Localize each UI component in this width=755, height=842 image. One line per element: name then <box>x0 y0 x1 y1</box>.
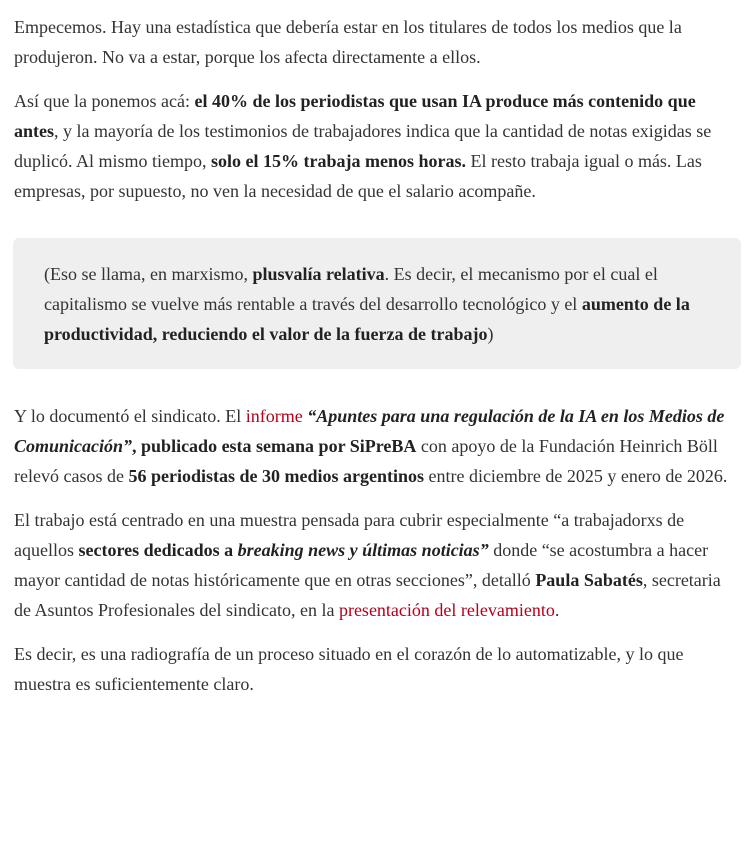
text-segment: . <box>554 600 560 620</box>
bold-plusvalia: plusvalía relativa <box>252 264 385 284</box>
bold-statistic-15: solo el 15% trabaja menos horas. <box>211 151 466 171</box>
text-segment: (Eso se llama, en marxismo, <box>44 264 253 284</box>
text-segment: Y lo documentó el sindicato. El <box>14 406 246 426</box>
italic-breaking-news: breaking news y últimas noticias” <box>237 540 489 560</box>
paragraph-intro-text: Empecemos. Hay una estadística que debería estar en los titulares de todos los medios que la produjeron. No va a estar, porque los afecta directamente a ellos. <box>14 17 682 67</box>
text-segment: entre diciembre de 2025 y enero de 2026. <box>423 466 728 486</box>
paragraph-report <box>14 401 741 491</box>
quote-text <box>44 259 711 349</box>
paragraph-conclusion-text: Es decir, es una radiografía de un proceso situado en el corazón de lo automatizable, y lo que muestra es suficientemente claro. <box>14 644 684 694</box>
text-segment: . Es decir, el mecanismo por el cual el capitalismo se vuelve más rentable a través del desarrollo tecnológico y el <box>44 264 658 314</box>
text-segment: ) <box>487 324 494 344</box>
paragraph-intro <box>14 0 741 72</box>
bold-person-name: Paula Sabatés <box>535 570 643 590</box>
informe-link[interactable]: informe <box>245 406 303 426</box>
bold-statistic-40: el 40% de los periodistas que usan IA produce más contenido que antes <box>14 91 696 141</box>
quote-box <box>13 238 741 369</box>
bold-sectores: sectores dedicados a <box>78 540 238 560</box>
text-segment: con apoyo de la Fundación Heinrich Böll relevó casos de <box>14 436 718 486</box>
text-segment: Así que la ponemos acá: <box>14 91 195 111</box>
bold-published-by: , publicado esta semana por SiPreBA <box>132 436 417 456</box>
text-segment: donde “se acostumbra a hacer mayor cantidad de notas históricamente que en otras secciones”, detalló <box>14 540 709 590</box>
text-segment: El resto trabaja igual o más. Las empresas, por supuesto, no ven la necesidad de que el salario acompañe. <box>14 151 702 201</box>
presentacion-link[interactable]: presentación del relevamiento <box>338 600 555 620</box>
paragraph-sample <box>14 505 741 625</box>
text-segment: , secretaria de Asuntos Profesionales del sindicato, en la <box>14 570 721 620</box>
bold-journalists-count: 56 periodistas de 30 medios argentinos <box>128 466 424 486</box>
text-segment: , y la mayoría de los testimonios de trabajadores indica que la cantidad de notas exigidas se duplicó. Al mismo tiempo, <box>14 121 712 171</box>
paragraph-conclusion <box>14 639 741 699</box>
text-segment: El trabajo está centrado en una muestra pensada para cubrir especialmente “a trabajadorxs de aquellos <box>14 510 685 560</box>
paragraph-statistics <box>14 86 741 206</box>
report-title: “Apuntes para una regulación de la IA en los Medios de Comunicación” <box>14 406 725 456</box>
bold-productividad: aumento de la productividad, reduciendo el valor de la fuerza de trabajo <box>44 294 690 344</box>
